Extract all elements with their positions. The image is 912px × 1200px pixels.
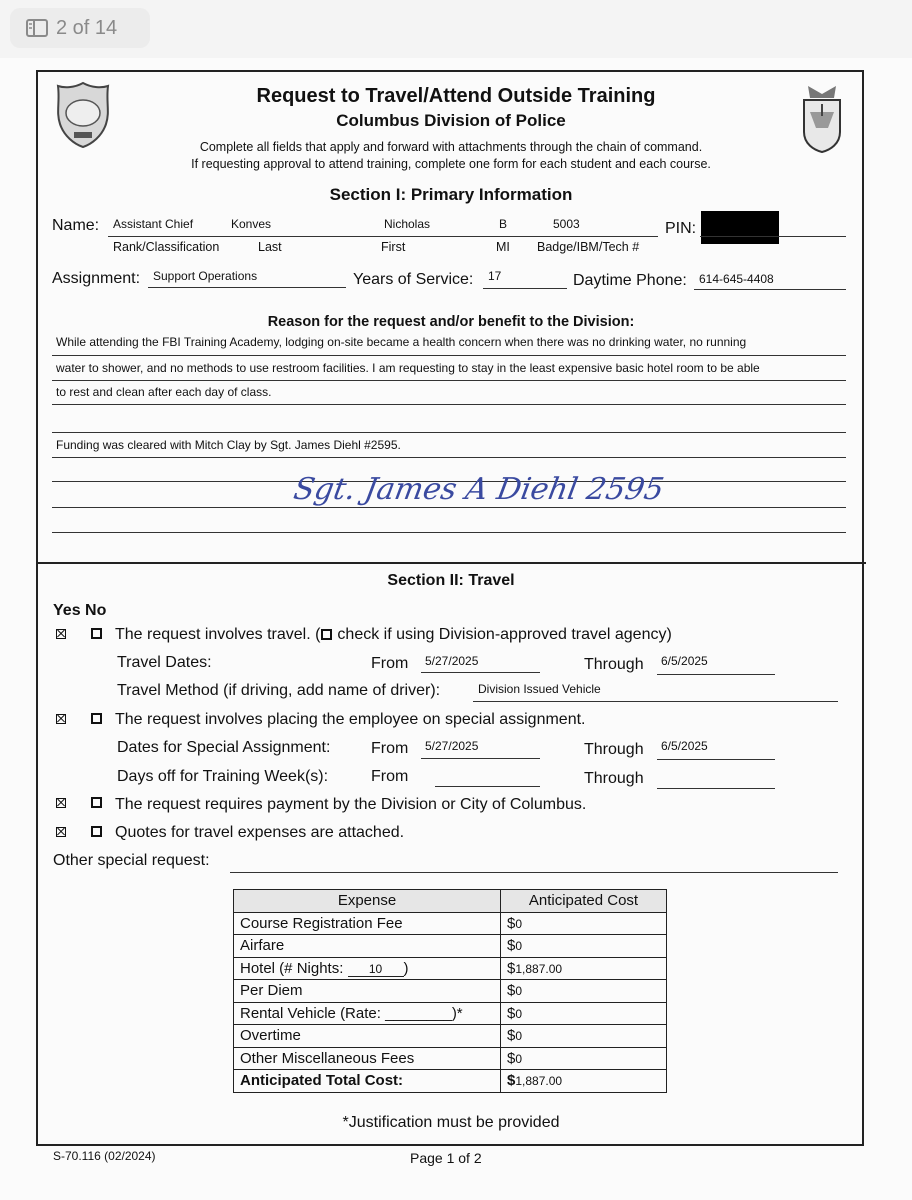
travel-through-label: Through xyxy=(584,656,644,673)
q4-no-checkbox[interactable] xyxy=(91,826,102,837)
section-1-heading: Section I: Primary Information xyxy=(329,185,573,204)
total-label: Anticipated Total Cost: xyxy=(234,1070,501,1093)
days-off-through-label: Through xyxy=(584,770,644,787)
expense-label: Other Miscellaneous Fees xyxy=(234,1047,501,1070)
q2-yes-checkbox[interactable] xyxy=(56,714,66,724)
q1-text: The request involves travel. ( check if using Division-approved travel agency) xyxy=(115,626,672,643)
method-value: Division Issued Vehicle xyxy=(478,682,601,696)
total-row xyxy=(234,1070,667,1093)
special-through-label: Through xyxy=(584,741,644,758)
last-caption: Last xyxy=(258,240,282,254)
instructions-line-1: Complete all fields that apply and forward with attachments through the chain of command. xyxy=(199,140,703,154)
special-dates-label: Dates for Special Assignment: xyxy=(117,739,331,756)
signature: Sgt. James A Diehl 2595 xyxy=(290,472,667,507)
q2-no-checkbox[interactable] xyxy=(91,713,102,724)
expense-label: Overtime xyxy=(234,1025,501,1048)
assignment-label: Assignment: xyxy=(52,270,141,287)
reason-line-2: water to shower, and no methods to use restroom facilities. I am requesting to stay in the least expensive basic hotel room to be able xyxy=(56,361,760,375)
reason-line-3: to rest and clean after each day of class. xyxy=(56,385,272,399)
q3-text: The request requires payment by the Division or City of Columbus. xyxy=(115,796,587,813)
phone-value: 614-645-4408 xyxy=(699,272,774,286)
travel-from-value: 5/27/2025 xyxy=(425,654,479,668)
q4-text: Quotes for travel expenses are attached. xyxy=(115,824,405,841)
mi-caption: MI xyxy=(496,240,510,254)
expense-cost: $0 xyxy=(501,912,667,935)
form-id: S-70.116 (02/2024) xyxy=(53,1149,156,1163)
org-name: Columbus Division of Police xyxy=(336,111,566,130)
badge-value: 5003 xyxy=(553,217,580,231)
mi-value: B xyxy=(499,217,508,231)
travel-through-value: 6/5/2025 xyxy=(661,654,708,668)
expense-col-header: Expense xyxy=(234,890,501,913)
years-value: 17 xyxy=(488,269,502,283)
last-name-value: Konves xyxy=(231,217,272,231)
justification-note: *Justification must be provided xyxy=(342,1114,560,1131)
name-label: Name: xyxy=(52,217,100,234)
form-title: Request to Travel/Attend Outside Training xyxy=(256,85,656,107)
expense-cost: $0 xyxy=(501,980,667,1003)
section-2-heading: Section II: Travel xyxy=(387,572,515,589)
section-divider xyxy=(36,562,866,564)
expense-label: Airfare xyxy=(234,935,501,958)
table-row xyxy=(234,1002,667,1025)
page-indicator-text: 2 of 14 xyxy=(56,16,118,39)
expense-cost: $0 xyxy=(501,935,667,958)
expense-label: Hotel (# Nights: 10 ) xyxy=(234,957,501,980)
badge-caption: Badge/IBM/Tech # xyxy=(537,240,640,254)
reason-line-1: While attending the FBI Training Academy, lodging on-site became a health concern when there was no drinking water, no running xyxy=(56,335,747,349)
reason-heading: Reason for the request and/or benefit to the Division: xyxy=(267,314,635,330)
funding-note: Funding was cleared with Mitch Clay by Sgt. James Diehl #2595. xyxy=(56,438,401,452)
first-name-value: Nicholas xyxy=(384,217,431,231)
expense-cost: $0 xyxy=(501,1002,667,1025)
years-label: Years of Service: xyxy=(353,271,474,288)
travel-dates-label: Travel Dates: xyxy=(117,654,212,671)
days-off-label: Days off for Training Week(s): xyxy=(117,768,329,785)
travel-from-label: From xyxy=(371,655,409,672)
expense-label: Per Diem xyxy=(234,980,501,1003)
special-through-value: 6/5/2025 xyxy=(661,739,708,753)
expense-header-row xyxy=(234,890,667,913)
page-number: Page 1 of 2 xyxy=(410,1150,482,1166)
hotel-nights-value: 10 xyxy=(348,962,404,977)
days-off-from-label: From xyxy=(371,768,409,785)
table-row xyxy=(234,1047,667,1070)
expense-label: Course Registration Fee xyxy=(234,912,501,935)
expense-cost: $0 xyxy=(501,1047,667,1070)
travel-agency-checkbox[interactable] xyxy=(321,629,332,640)
q1-yes-checkbox[interactable] xyxy=(56,629,66,639)
page-indicator[interactable] xyxy=(10,8,150,48)
pin-label: PIN: xyxy=(665,220,697,237)
expense-table xyxy=(233,889,667,1093)
q3-no-checkbox[interactable] xyxy=(91,797,102,808)
table-row xyxy=(234,912,667,935)
special-from-label: From xyxy=(371,740,409,757)
total-cost: $1,887.00 xyxy=(501,1070,667,1093)
table-row xyxy=(234,980,667,1003)
table-row xyxy=(234,1025,667,1048)
cost-col-header: Anticipated Cost xyxy=(501,890,667,913)
method-label: Travel Method (if driving, add name of driver): xyxy=(117,682,441,699)
q2-text: The request involves placing the employee on special assignment. xyxy=(115,711,586,728)
special-from-value: 5/27/2025 xyxy=(425,739,479,753)
other-request-label: Other special request: xyxy=(53,852,210,869)
table-row xyxy=(234,935,667,958)
first-caption: First xyxy=(381,240,406,254)
expense-label: Rental Vehicle (Rate: ________)* xyxy=(234,1002,501,1025)
page-panel-icon xyxy=(26,19,48,37)
q3-yes-checkbox[interactable] xyxy=(56,798,66,808)
rank-caption: Rank/Classification xyxy=(113,240,220,254)
q1-no-checkbox[interactable] xyxy=(91,628,102,639)
yes-no-header: Yes No xyxy=(53,602,107,619)
q4-yes-checkbox[interactable] xyxy=(56,827,66,837)
rank-value: Assistant Chief xyxy=(113,217,194,231)
table-row xyxy=(234,957,667,980)
assignment-value: Support Operations xyxy=(153,269,258,283)
expense-cost: $1,887.00 xyxy=(501,957,667,980)
expense-cost: $0 xyxy=(501,1025,667,1048)
instructions-line-2: If requesting approval to attend training, complete one form for each student and each course. xyxy=(191,157,711,171)
pin-redaction xyxy=(701,211,779,244)
phone-label: Daytime Phone: xyxy=(573,272,687,289)
